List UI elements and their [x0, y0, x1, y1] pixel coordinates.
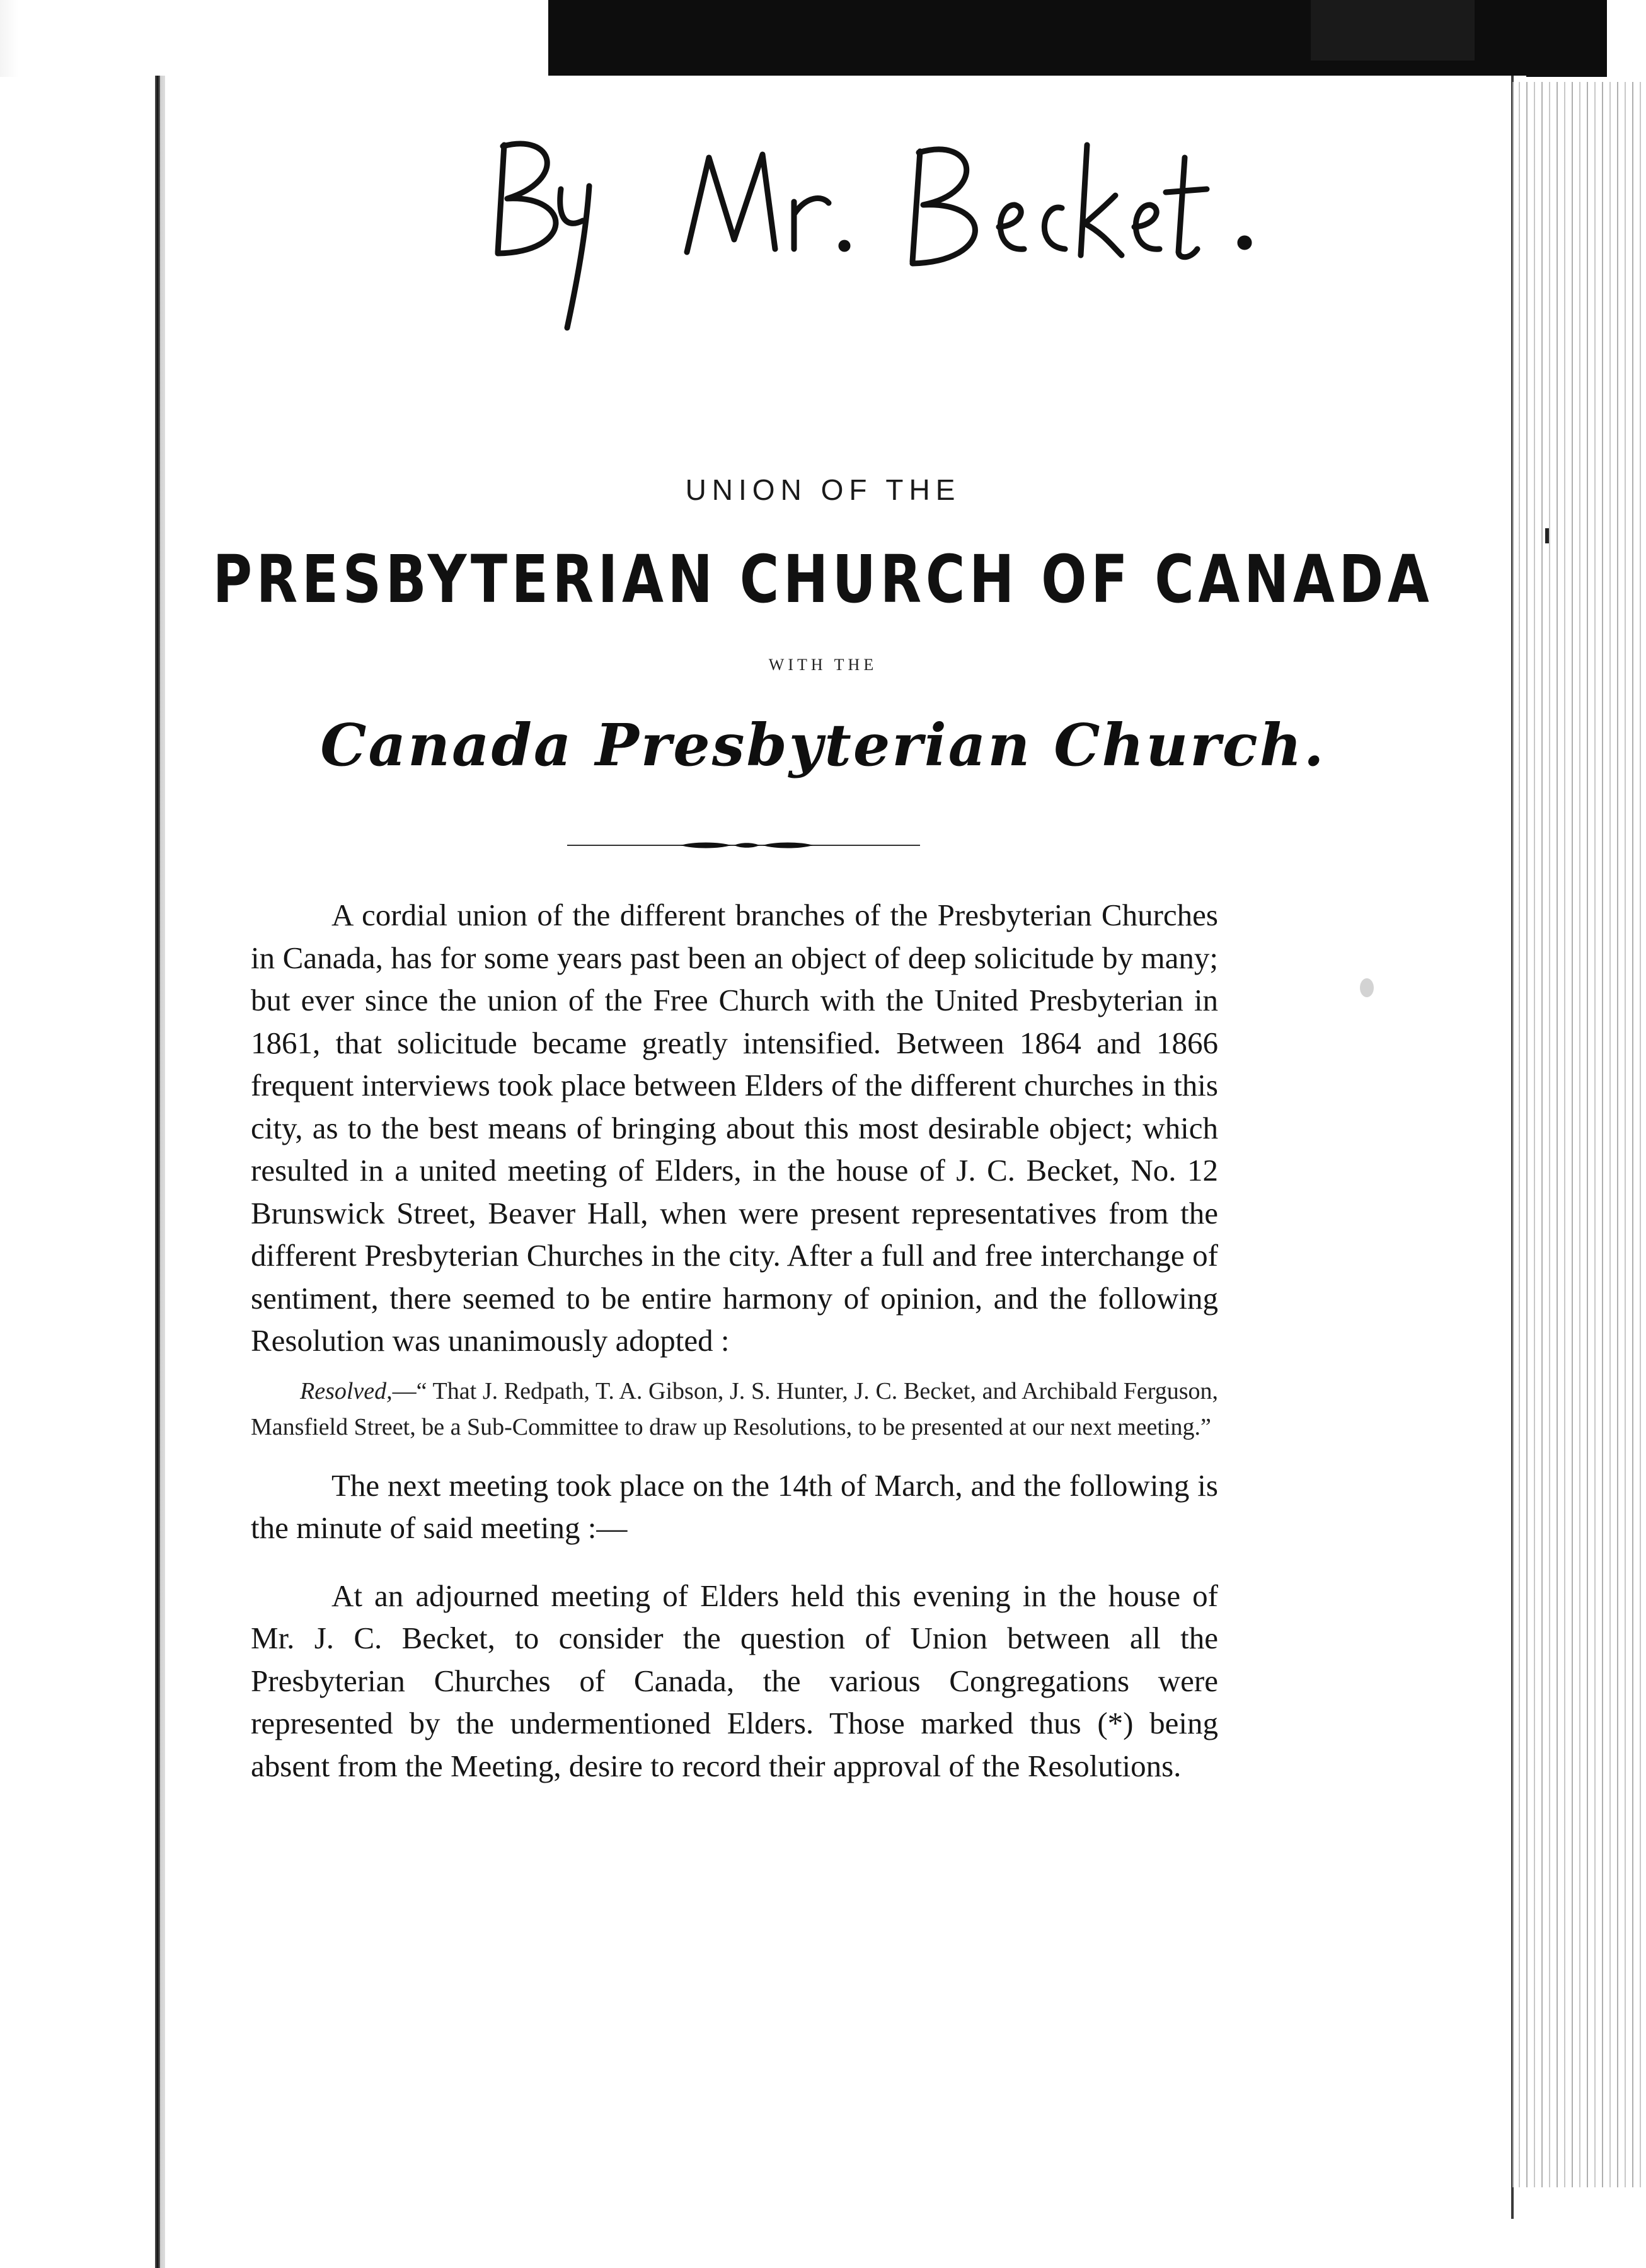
title-canada-presbyterian-church: Canada Presbyterian Church.	[320, 711, 1326, 779]
stacked-page-edges	[1512, 82, 1646, 2187]
resolution-label: Resolved,	[300, 1377, 393, 1404]
title-presbyterian-church-of-canada: PRESBYTERIAN CHURCH OF CANADA	[212, 541, 1434, 618]
facing-page	[0, 77, 158, 2268]
title-union-of-the: UNION OF THE	[685, 473, 961, 506]
top-scan-border-notch	[1311, 0, 1475, 61]
title-with-the: WITH THE	[768, 656, 878, 674]
handwritten-inscription	[479, 120, 1273, 385]
article-body	[251, 894, 1218, 1787]
book-gutter	[155, 76, 160, 2268]
paragraph-cordial-union: A cordial union of the different branches of the Presbyterian Churches in Canada, has for some years past been an object of deep solicitude by many; but ever since the union of the Free Church with the United Presbyterian in 1861, that solicitude became greatly intensified. Between 1864 and 1866 frequent interviews took place between Elders of the different churches in this city, as to the best means of bringing about this most desirable object; which resulted in a united meeting of Elders, in the house of J. C. Becket, No. 12 Brunswick Street, Beaver Hall, when were present representatives from the different Presbyterian Churches in the city. After a full and free interchange of sentiment, there seemed to be entire harmony of opinion, and the following Resolution was unanimously adopted :	[251, 898, 1218, 1358]
ink-smudge	[1360, 978, 1374, 997]
margin-mark	[1545, 528, 1549, 543]
paragraph-adjourned-meeting: At an adjourned meeting of Elders held this evening in the house of Mr. J. C. Becket, to consider the question of Union between all the Presbyterian Churches of Canada, the various Congregations were represented by the undermentioned Elders. Those marked thus (*) being absent from the Meeting, desire to record their approval of the Resolutions.	[251, 1578, 1218, 1783]
resolution-text: —“ That J. Redpath, T. A. Gibson, J. S. Hunter, J. C. Becket, and Archibald Ferguson, Mansfield Street, be a Sub-Committee to draw up Resolutions, to be presented at our next meeting.”	[251, 1377, 1218, 1440]
resolution-block	[251, 1374, 1218, 1445]
paragraph-next-meeting: The next meeting took place on the 14th of March, and the following is the minute of said meeting :—	[251, 1467, 1218, 1545]
decorative-rule	[567, 842, 920, 849]
